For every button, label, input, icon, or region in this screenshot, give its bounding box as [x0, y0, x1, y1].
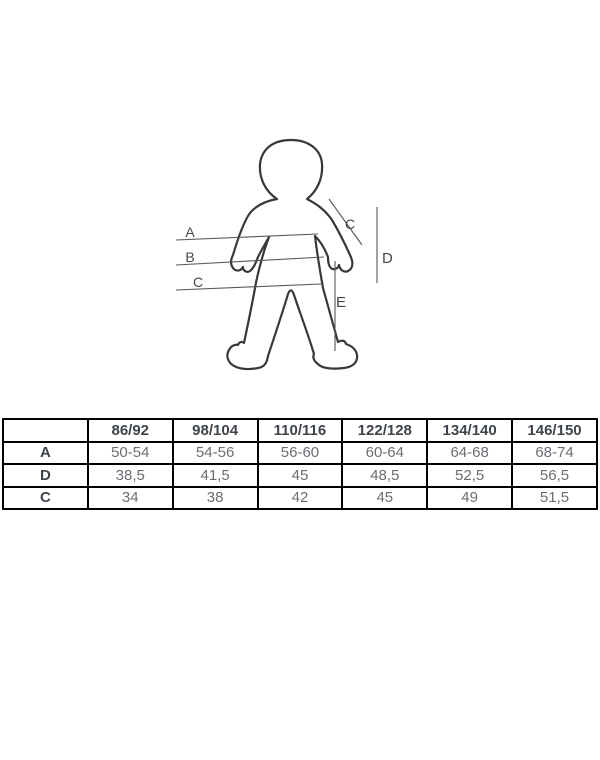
row-label: C [3, 487, 88, 510]
size-value-cell: 60-64 [342, 442, 427, 465]
size-value-cell: 34 [88, 487, 173, 510]
size-col-header: 146/150 [512, 419, 597, 442]
corner-cell [3, 419, 88, 442]
size-value-cell: 45 [258, 464, 343, 487]
size-table-row-a [3, 442, 597, 465]
child-figure-outline [227, 140, 357, 369]
size-value-cell: 49 [427, 487, 512, 510]
size-value-cell: 54-56 [173, 442, 258, 465]
size-value-cell: 38,5 [88, 464, 173, 487]
size-table-row-c [3, 487, 597, 510]
size-table-header-row [3, 419, 597, 442]
size-value-cell: 50-54 [88, 442, 173, 465]
measure-line-b [176, 257, 324, 265]
size-value-cell: 56-60 [258, 442, 343, 465]
measure-line-a [176, 234, 318, 240]
size-value-cell: 42 [258, 487, 343, 510]
size-value-cell: 48,5 [342, 464, 427, 487]
row-label: A [3, 442, 88, 465]
size-col-header: 134/140 [427, 419, 512, 442]
size-col-header: 110/116 [258, 419, 343, 442]
label-c-shoulder: C [344, 216, 356, 232]
size-value-cell: 51,5 [512, 487, 597, 510]
label-a: A [185, 224, 195, 240]
label-b: B [185, 249, 195, 265]
size-value-cell: 64-68 [427, 442, 512, 465]
size-col-header: 98/104 [173, 419, 258, 442]
label-d: D [382, 250, 393, 267]
label-e: E [336, 294, 347, 311]
size-value-cell: 38 [173, 487, 258, 510]
size-col-header: 86/92 [88, 419, 173, 442]
size-value-cell: 68-74 [512, 442, 597, 465]
size-table [2, 418, 598, 510]
label-c: C [192, 274, 204, 290]
size-value-cell: 56,5 [512, 464, 597, 487]
size-col-header: 122/128 [342, 419, 427, 442]
size-value-cell: 45 [342, 487, 427, 510]
row-label: D [3, 464, 88, 487]
size-value-cell: 41,5 [173, 464, 258, 487]
size-value-cell: 52,5 [427, 464, 512, 487]
size-table-row-d [3, 464, 597, 487]
